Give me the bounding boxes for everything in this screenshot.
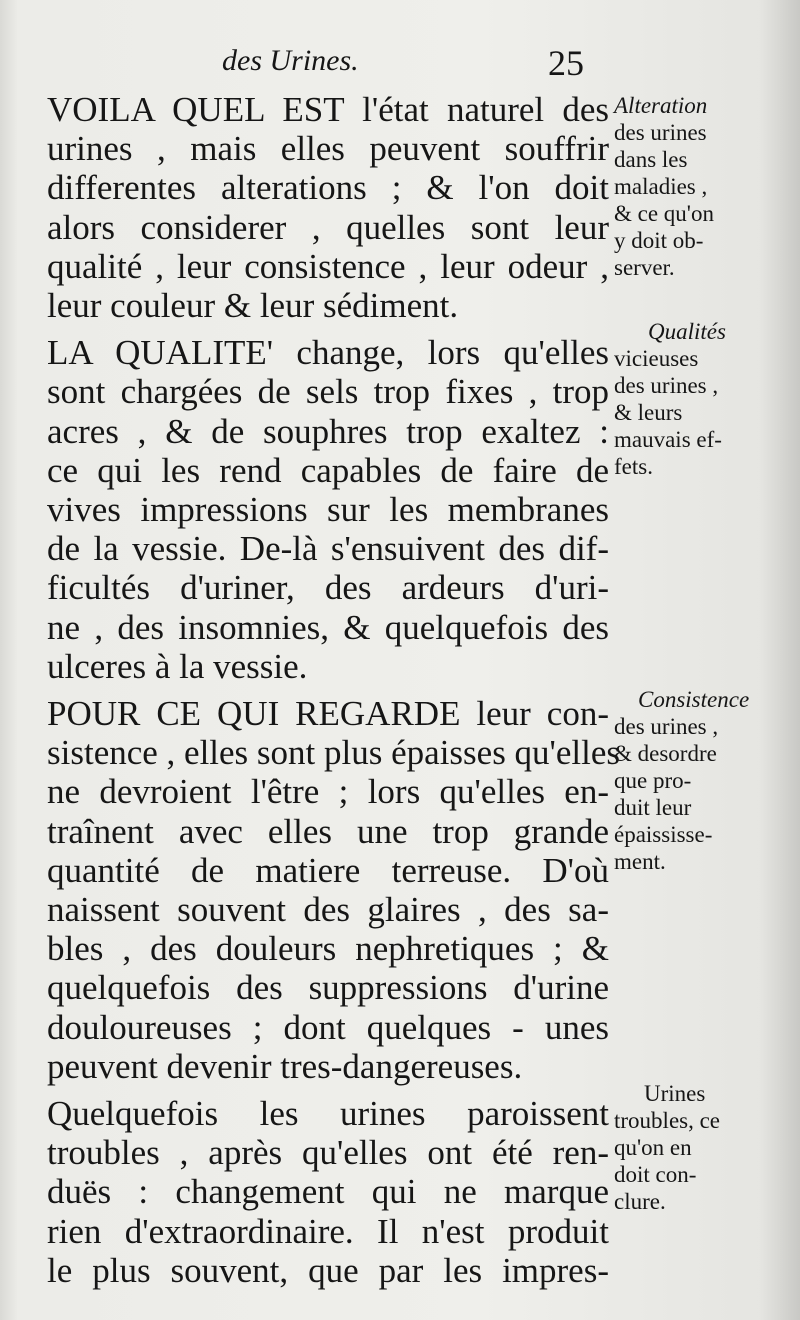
margin-note-line: qu'on en (614, 1135, 692, 1160)
margin-note-line: dans les (614, 147, 688, 172)
margin-note-title: Qualités (648, 319, 726, 344)
margin-note-line: mauvais ef- (614, 427, 722, 452)
paragraph-1 (47, 90, 609, 325)
margin-note-line: server. (614, 255, 675, 280)
text-line: bles , des douleurs nephretiques ; & (47, 929, 609, 969)
paragraph-2 (47, 333, 609, 686)
text-line: ne , des insomnies, & quelquefois des (47, 607, 609, 647)
page-header (0, 44, 800, 94)
text-line: troubles , après qu'elles ont été ren- (47, 1133, 609, 1173)
margin-note-line: vicieuses (614, 346, 699, 371)
text-line: alors considerer , quelles sont leur (47, 207, 609, 247)
margin-note-line: épaississe- (614, 822, 713, 847)
running-title: des Urines. (222, 44, 359, 77)
text-line: duës : changement qui ne marque (47, 1172, 609, 1212)
text-line: LA QUALITE' change, lors qu'elles (47, 333, 609, 373)
margin-note-line: des urines , (614, 373, 719, 398)
margin-note-line: fets. (614, 454, 653, 479)
margin-note-line: ment. (614, 849, 666, 874)
text-line: acres , & de souphres trop exaltez : (47, 411, 609, 451)
text-line: de la vessie. De-là s'ensuivent des dif- (47, 529, 609, 569)
margin-note-line: troubles, ce (614, 1108, 721, 1133)
text-line: ulceres à la vessie. (47, 646, 308, 686)
margin-note-title: Alteration (614, 93, 708, 118)
margin-note-line: doit con- (614, 1162, 697, 1187)
margin-note-line: clure. (614, 1189, 666, 1214)
text-line: sont chargées de sels trop fixes , trop (47, 372, 609, 412)
margin-note-qualites (614, 318, 764, 480)
text-line: douloureuses ; dont quelques - unes (47, 1007, 609, 1047)
margin-note-line: & desordre (614, 741, 717, 766)
margin-note-consistence (614, 686, 764, 875)
margin-note-line: y doit ob- (614, 228, 704, 253)
margin-note-line: Urines (644, 1081, 706, 1106)
text-line: traînent avec elles une trop grande (47, 811, 609, 851)
page-number: 25 (548, 43, 584, 83)
text-line: quelquefois des suppressions d'urine (47, 968, 609, 1008)
margin-note-title: Consistence (638, 687, 750, 712)
margin-note-line: duit leur (614, 795, 692, 820)
text-line: POUR CE QUI REGARDE leur con- (47, 694, 609, 734)
text-line: ce qui les rend capables de faire de (47, 450, 609, 490)
text-line: leur couleur & leur sédiment. (47, 286, 459, 326)
text-line: vives impressions sur les membranes (47, 490, 609, 530)
text-line: urines , mais elles peuvent souffrir (47, 129, 609, 169)
text-line: VOILA QUEL EST l'état naturel des (47, 90, 609, 129)
text-line: rien d'extraordinaire. Il n'est produit (47, 1211, 609, 1251)
text-line: differentes alterations ; & l'on doit (47, 168, 609, 208)
text-line: ne devroient l'être ; lors qu'elles en- (47, 772, 609, 812)
text-line: ficultés d'uriner, des ardeurs d'uri- (47, 568, 609, 608)
margin-note-alteration (614, 92, 764, 281)
margin-note-line: maladies , (614, 174, 708, 199)
text-line: Quelquefois les urines paroissent (47, 1094, 609, 1134)
paragraph-4 (47, 1094, 609, 1290)
text-line: sistence , elles sont plus épaisses qu'elles (47, 733, 621, 773)
margin-note-line: & ce qu'on (614, 201, 714, 226)
margin-note-line: des urines (614, 120, 707, 145)
paragraph-3 (47, 694, 621, 1086)
main-text (47, 90, 621, 1298)
text-line: qualité , leur consistence , leur odeur , (47, 246, 609, 286)
text-line: peuvent devenir tres-dangereuses. (47, 1046, 523, 1086)
margin-note-line: & leurs (614, 400, 683, 425)
text-line: quantité de matiere terreuse. D'où (47, 850, 609, 890)
margin-note-line: des urines , (614, 714, 719, 739)
text-line: naissent souvent des glaires , des sa- (47, 890, 609, 930)
text-line: le plus souvent, que par les impres- (47, 1250, 609, 1290)
margin-note-line: que pro- (614, 768, 692, 793)
margin-note-urines-troubles (614, 1080, 764, 1215)
